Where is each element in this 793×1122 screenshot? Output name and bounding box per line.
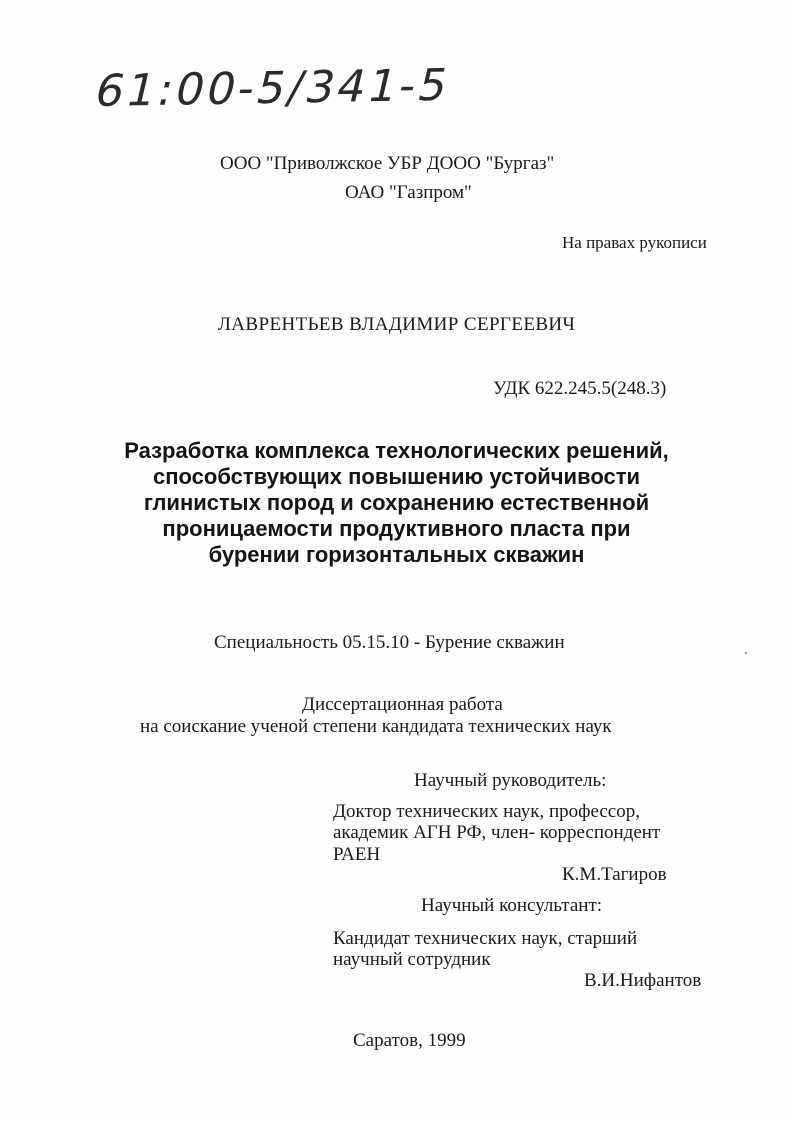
scan-dust-mark [743,650,749,656]
title-line: Разработка комплекса технологических решений, [124,438,669,463]
title-line: глинистых пород и сохранению естественной [143,490,650,515]
supervisor-title-line-1: Доктор технических наук, профессор, [333,801,640,822]
title-line: проницаемости продуктивного пласта при [162,516,631,541]
dissertation-title [0,438,793,568]
supervisor-heading: Научный руководитель: [414,770,607,791]
supervisor-title-line-2: академик АГН РФ, член- корреспондент [333,822,661,843]
consultant-name: В.И.Нифантов [584,970,702,991]
dissertation-type-line-1: Диссертационная работа [302,694,503,715]
consultant-heading: Научный консультант: [421,895,603,916]
dissertation-type-line-2: на соискание ученой степени кандидата технических наук [140,716,612,737]
place-and-year: Саратов, 1999 [353,1030,466,1051]
title-line: способствующих повышению устойчивости [153,464,640,489]
author-name: ЛАВРЕНТЬЕВ ВЛАДИМИР СЕРГЕЕВИЧ [218,314,576,335]
title-line: бурении горизонтальных скважин [208,542,585,567]
udk-code: УДК 622.245.5(248.3) [493,378,667,399]
rights-notice: На правах рукописи [562,233,707,252]
organization-line-2: ОАО "Газпром" [345,182,472,203]
consultant-title-line-1: Кандидат технических наук, старший [333,928,638,949]
archive-code-handwritten: 61:00-5/341-5 [90,59,456,117]
consultant-title-line-2: научный сотрудник [333,949,491,970]
supervisor-title-line-3: РАЕН [333,844,381,865]
speciality: Специальность 05.15.10 - Бурение скважин [214,632,565,653]
organization-line-1: ООО "Приволжское УБР ДООО "Бургаз" [220,153,555,174]
supervisor-name: К.М.Тагиров [562,864,667,885]
